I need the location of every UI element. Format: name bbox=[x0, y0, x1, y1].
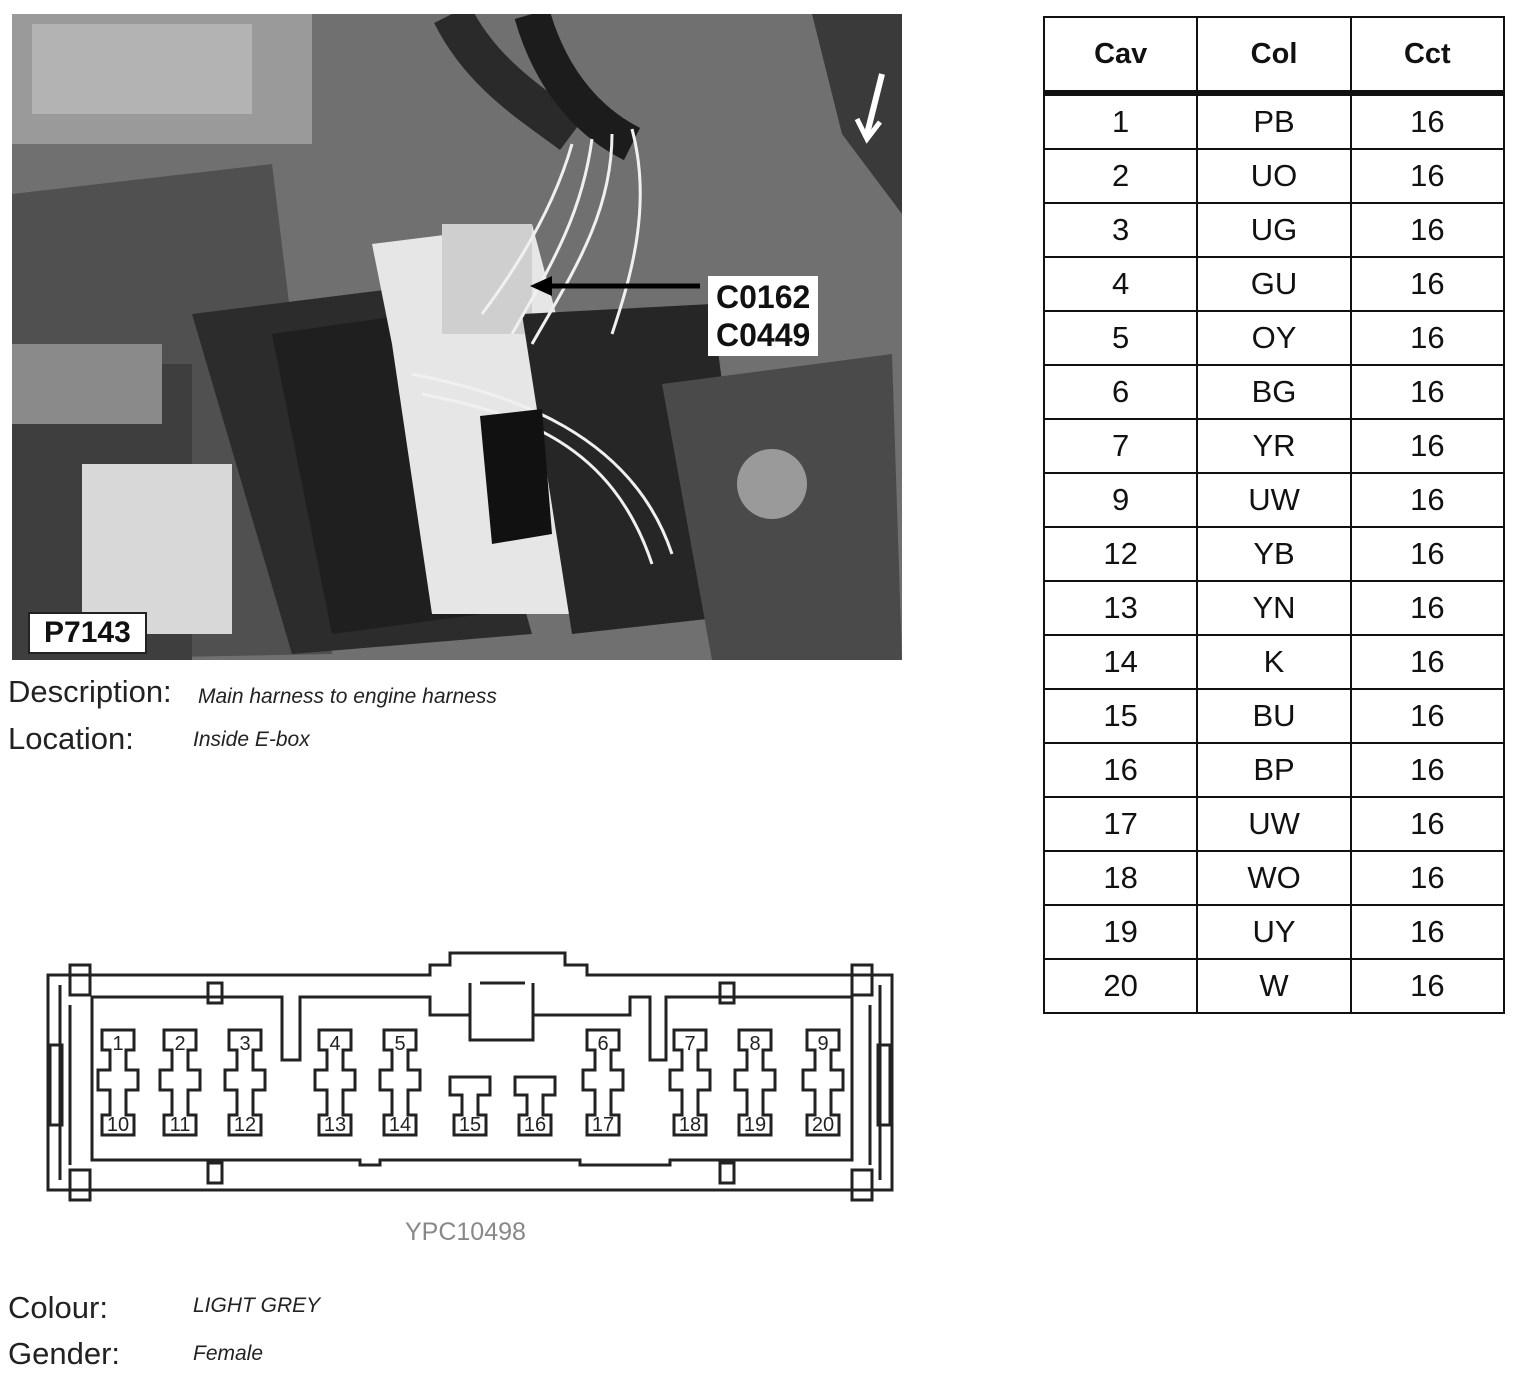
table-row bbox=[1044, 473, 1504, 527]
cavity-number: 7 bbox=[684, 1033, 696, 1055]
cell-col: OY bbox=[1197, 311, 1350, 365]
cell-cav: 17 bbox=[1044, 797, 1197, 851]
cell-cct: 16 bbox=[1351, 365, 1504, 419]
cavity-number: 4 bbox=[329, 1033, 341, 1055]
cell-cav: 16 bbox=[1044, 743, 1197, 797]
cavity-number: 8 bbox=[749, 1033, 761, 1055]
cavity-number: 19 bbox=[743, 1114, 767, 1136]
cell-col: GU bbox=[1197, 257, 1350, 311]
table-row bbox=[1044, 257, 1504, 311]
cavity-number: 14 bbox=[388, 1114, 412, 1136]
cell-cav: 3 bbox=[1044, 203, 1197, 257]
cell-cav: 15 bbox=[1044, 689, 1197, 743]
cell-col: YR bbox=[1197, 419, 1350, 473]
table-row bbox=[1044, 959, 1504, 1013]
cavity-number: 11 bbox=[169, 1114, 191, 1136]
cavity-number: 18 bbox=[678, 1114, 702, 1136]
location-value: Inside E-box bbox=[193, 728, 310, 751]
description-label: Description: bbox=[8, 674, 172, 709]
cavity-number: 2 bbox=[174, 1033, 186, 1055]
cavity-number: 15 bbox=[458, 1114, 482, 1136]
cavity-number: 17 bbox=[591, 1114, 615, 1136]
connector-location-photo bbox=[12, 14, 902, 660]
connector-callout bbox=[708, 276, 818, 356]
table-row bbox=[1044, 149, 1504, 203]
cell-cct: 16 bbox=[1351, 635, 1504, 689]
cell-cav: 18 bbox=[1044, 851, 1197, 905]
cell-cct: 16 bbox=[1351, 257, 1504, 311]
cavity-number: 1 bbox=[112, 1033, 124, 1055]
cavity-number: 6 bbox=[597, 1033, 609, 1055]
cavity-number: 13 bbox=[323, 1114, 347, 1136]
cell-col: UG bbox=[1197, 203, 1350, 257]
table-row bbox=[1044, 797, 1504, 851]
cavity-group bbox=[98, 1030, 843, 1136]
cell-cct: 16 bbox=[1351, 851, 1504, 905]
table-row bbox=[1044, 635, 1504, 689]
table-row bbox=[1044, 93, 1504, 149]
table-row bbox=[1044, 689, 1504, 743]
cell-cav: 2 bbox=[1044, 149, 1197, 203]
photo-reference-label: P7143 bbox=[28, 612, 147, 654]
cell-cct: 16 bbox=[1351, 419, 1504, 473]
table-row bbox=[1044, 581, 1504, 635]
table-header-row bbox=[1044, 17, 1504, 93]
cell-cav: 19 bbox=[1044, 905, 1197, 959]
table-row bbox=[1044, 419, 1504, 473]
cell-col: WO bbox=[1197, 851, 1350, 905]
cell-cct: 16 bbox=[1351, 689, 1504, 743]
colour-value: LIGHT GREY bbox=[193, 1294, 321, 1317]
gender-value: Female bbox=[193, 1342, 264, 1365]
header-cav: Cav bbox=[1044, 17, 1197, 93]
description-value: Main harness to engine harness bbox=[198, 685, 497, 708]
cell-col: UW bbox=[1197, 473, 1350, 527]
cell-cav: 4 bbox=[1044, 257, 1197, 311]
cell-col: PB bbox=[1197, 93, 1350, 149]
cell-cav: 5 bbox=[1044, 311, 1197, 365]
cavity-number: 3 bbox=[239, 1033, 251, 1055]
cell-col: BU bbox=[1197, 689, 1350, 743]
cavity-number: 9 bbox=[817, 1033, 829, 1055]
cell-cct: 16 bbox=[1351, 473, 1504, 527]
cell-cct: 16 bbox=[1351, 149, 1504, 203]
cell-col: K bbox=[1197, 635, 1350, 689]
table-row bbox=[1044, 905, 1504, 959]
table-row bbox=[1044, 203, 1504, 257]
cavity-number: 5 bbox=[394, 1033, 406, 1055]
cell-cct: 16 bbox=[1351, 581, 1504, 635]
location-label: Location: bbox=[8, 721, 134, 756]
cell-col: YB bbox=[1197, 527, 1350, 581]
cell-col: UW bbox=[1197, 797, 1350, 851]
table-row bbox=[1044, 743, 1504, 797]
cell-cav: 13 bbox=[1044, 581, 1197, 635]
table-row bbox=[1044, 527, 1504, 581]
cell-cct: 16 bbox=[1351, 93, 1504, 149]
pinout-table bbox=[1043, 16, 1505, 1014]
cavity-number: 10 bbox=[106, 1114, 130, 1136]
cell-cct: 16 bbox=[1351, 959, 1504, 1013]
table-body bbox=[1044, 93, 1504, 1013]
table-row bbox=[1044, 311, 1504, 365]
cell-cav: 12 bbox=[1044, 527, 1197, 581]
callout-line-2: C0449 bbox=[716, 317, 811, 353]
header-cct: Cct bbox=[1351, 17, 1504, 93]
cell-cav: 6 bbox=[1044, 365, 1197, 419]
cell-cav: 9 bbox=[1044, 473, 1197, 527]
cell-cav: 20 bbox=[1044, 959, 1197, 1013]
table-row bbox=[1044, 365, 1504, 419]
cell-cct: 16 bbox=[1351, 203, 1504, 257]
cavity-number: 20 bbox=[811, 1114, 835, 1136]
connector-face-diagram bbox=[30, 935, 910, 1215]
table-row bbox=[1044, 851, 1504, 905]
header-col: Col bbox=[1197, 17, 1350, 93]
colour-label: Colour: bbox=[8, 1290, 108, 1325]
cell-col: UO bbox=[1197, 149, 1350, 203]
connector-part-number: YPC10498 bbox=[405, 1218, 526, 1246]
cell-cct: 16 bbox=[1351, 527, 1504, 581]
cell-col: YN bbox=[1197, 581, 1350, 635]
cell-cct: 16 bbox=[1351, 905, 1504, 959]
cell-col: UY bbox=[1197, 905, 1350, 959]
gender-label: Gender: bbox=[8, 1336, 121, 1371]
cavity-number: 16 bbox=[523, 1114, 547, 1136]
cell-col: BG bbox=[1197, 365, 1350, 419]
cell-col: BP bbox=[1197, 743, 1350, 797]
cell-cav: 1 bbox=[1044, 93, 1197, 149]
cell-col: W bbox=[1197, 959, 1350, 1013]
callout-line-1: C0162 bbox=[716, 279, 811, 315]
cell-cct: 16 bbox=[1351, 797, 1504, 851]
cell-cct: 16 bbox=[1351, 311, 1504, 365]
cell-cav: 14 bbox=[1044, 635, 1197, 689]
cell-cav: 7 bbox=[1044, 419, 1197, 473]
cell-cct: 16 bbox=[1351, 743, 1504, 797]
cavity-number: 12 bbox=[233, 1114, 257, 1136]
